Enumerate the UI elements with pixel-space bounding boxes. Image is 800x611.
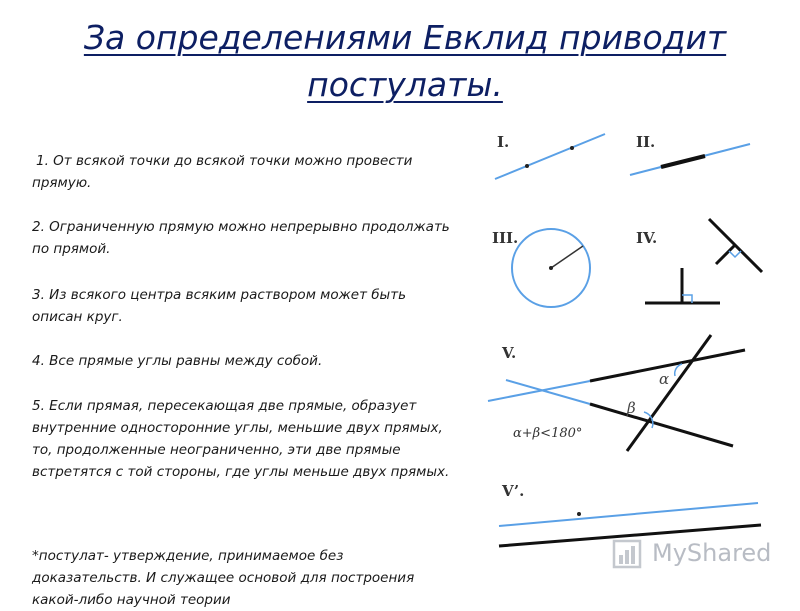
watermark-logo-icon	[608, 535, 648, 575]
postulate-3: 3. Из всякого центра всяким раствором может быть описан круг.	[32, 287, 407, 325]
figure-2-segment	[661, 156, 705, 167]
postulate-2: 2. Ограниченную прямую можно непрерывно продолжать по прямой.	[32, 219, 450, 257]
label-figure-5: V.	[502, 344, 517, 362]
figure-1-point-a	[525, 164, 529, 168]
page-title: За определениями Евклид приводит постулаты.	[83, 18, 727, 104]
label-alpha: α	[659, 370, 670, 388]
footnote: *постулат- утверждение, принимаемое без доказательств. И служащее основой для построения какой-либо научной теории	[32, 548, 415, 608]
angle-sum-formula: α+β<180°	[513, 426, 583, 441]
figure-5-prime-point	[577, 512, 581, 516]
label-figure-5-prime: V’.	[502, 482, 525, 500]
figure-1-point-b	[570, 146, 574, 150]
label-figure-2: II.	[636, 133, 656, 151]
figure-5-prime-line	[499, 503, 758, 526]
watermark-text: MyShared	[652, 539, 772, 567]
figure-3-center	[549, 266, 553, 270]
figure-5-transversal	[627, 335, 711, 451]
label-figure-1: I.	[497, 133, 510, 151]
figure-3-radius	[551, 246, 583, 268]
postulate-4: 4. Все прямые углы равны между собой.	[32, 353, 323, 369]
postulate-1: 1. От всякой точки до всякой точки можно провести прямую.	[32, 153, 413, 191]
watermark	[608, 535, 778, 577]
label-figure-4: IV.	[636, 229, 658, 247]
figure-4-right-angle-mark-a	[729, 251, 741, 257]
postulate-5: 5. Если прямая, пересекающая две прямые, образует внутренние односторонние углы, меньшие двух прямых, то, продолженные неограниченно, эти две прямые встретятся с той стороны, где углы меньше двух прямых.	[32, 398, 450, 480]
figure-5-line-2	[590, 404, 733, 446]
figure-5-line-1-extension	[488, 381, 590, 401]
label-figure-3: III.	[492, 229, 519, 247]
label-beta: β	[627, 399, 636, 417]
figure-1-line	[495, 134, 605, 179]
